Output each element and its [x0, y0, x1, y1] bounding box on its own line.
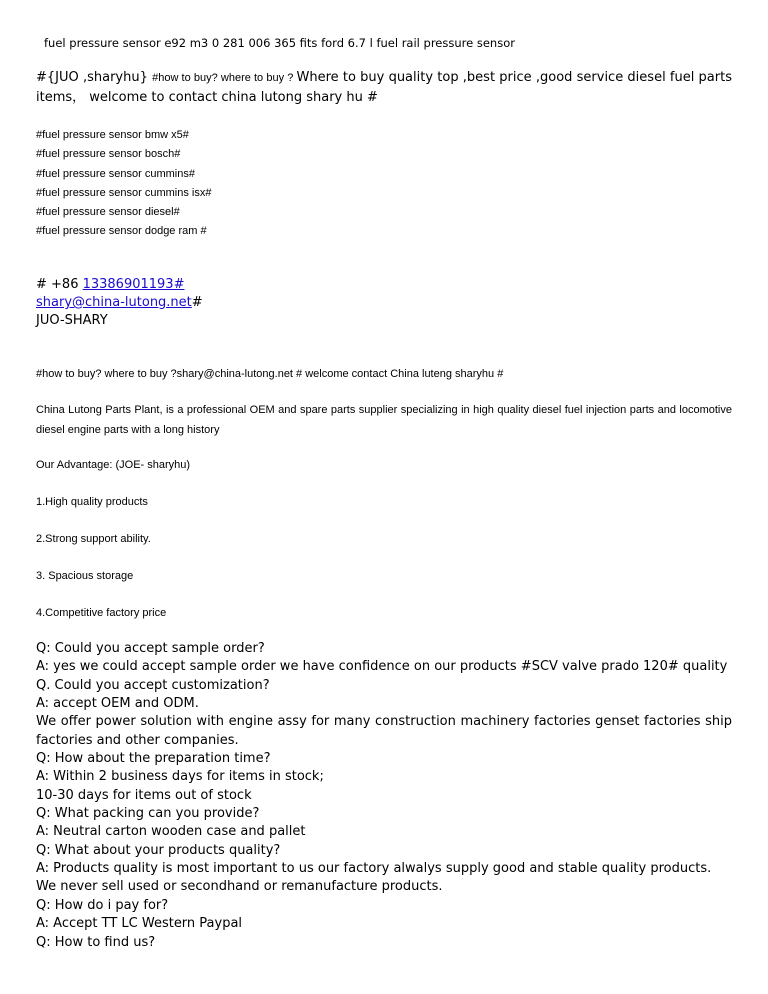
phone-prefix: # +86 — [36, 277, 83, 292]
howto-line: #how to buy? where to buy ?shary@china-lutong.net # welcome contact China luteng sharyhu # — [36, 368, 504, 380]
tag-item: #fuel pressure sensor bosch# — [36, 148, 181, 161]
tag-item: #fuel pressure sensor bmw x5# — [36, 129, 189, 141]
advantage-item: 4.Competitive factory price — [36, 607, 167, 619]
faq-line: Q: What packing can you provide? — [36, 806, 260, 822]
faq-line: A: Accept TT LC Western Paypal — [36, 916, 243, 932]
faq-line: A: Within 2 business days for items in stock; — [36, 769, 324, 785]
faq-line: Q: Could you accept sample order? — [36, 641, 265, 656]
tag-item: #fuel pressure sensor cummins isx# — [36, 186, 212, 199]
contact-block — [36, 276, 203, 330]
faq-line: A: Products quality is most important to us our factory alwalys supply good and stable quality products. — [36, 861, 712, 877]
phone-link[interactable]: 13386901193# — [82, 277, 185, 292]
contact-name: JUO-SHARY — [36, 313, 108, 328]
faq-line: Q: How about the preparation time? — [36, 751, 271, 767]
faq-line: We never sell used or secondhand or remanufacture products. — [36, 879, 443, 895]
company-description: China Lutong Parts Plant, is a professional OEM and spare parts supplier specializing in high quality diesel fuel injection parts and locomotive diesel engine parts with a long history — [36, 404, 732, 436]
page-title: fuel pressure sensor e92 m3 0 281 006 365 fits ford 6.7 l fuel rail pressure sensor — [44, 36, 515, 50]
email-line — [36, 294, 203, 312]
faq-line: We offer power solution with engine assy for many construction machinery factories genset factories ship factories and other companies. — [36, 714, 732, 748]
faq-line: Q. Could you accept customization? — [36, 677, 270, 693]
tag-item: #fuel pressure sensor diesel# — [36, 206, 180, 219]
tag-item: #fuel pressure sensor dodge ram # — [36, 225, 207, 238]
faq-line: A: Neutral carton wooden case and pallet — [36, 824, 306, 840]
advantage-item: 2.Strong support ability. — [36, 533, 151, 545]
intro-part-3: Where to buy quality top ,best price ,good service diesel fuel parts items， welcome to contact china lutong shary hu # — [36, 70, 732, 105]
faq-line: Q: How to find us? — [36, 934, 156, 950]
advantage-heading: Our Advantage: (JOE- sharyhu) — [36, 459, 191, 471]
phone-line — [36, 276, 203, 294]
faq-line: A: yes we could accept sample order we have confidence on our products #SCV valve prado 120# quality — [36, 659, 728, 675]
intro-part-1: #{JUO ,sharyhu} — [36, 70, 153, 85]
faq-line: Q: What about your products quality? — [36, 842, 281, 858]
email-link[interactable]: shary@china-lutong.net — [36, 295, 192, 310]
advantage-item: 3. Spacious storage — [36, 570, 134, 582]
faq-line: 10-30 days for items out of stock — [36, 787, 252, 803]
intro-paragraph — [36, 68, 732, 107]
tag-list — [36, 126, 211, 242]
faq-line: Q: How do i pay for? — [36, 897, 169, 913]
faq-line: A: accept OEM and ODM. — [36, 696, 199, 712]
advantage-item: 1.High quality products — [36, 496, 148, 508]
tag-item: #fuel pressure sensor cummins# — [36, 167, 195, 180]
email-suffix: # — [191, 295, 203, 310]
faq-section — [36, 640, 732, 952]
intro-part-2: #how to buy? where to buy ? — [152, 72, 297, 84]
